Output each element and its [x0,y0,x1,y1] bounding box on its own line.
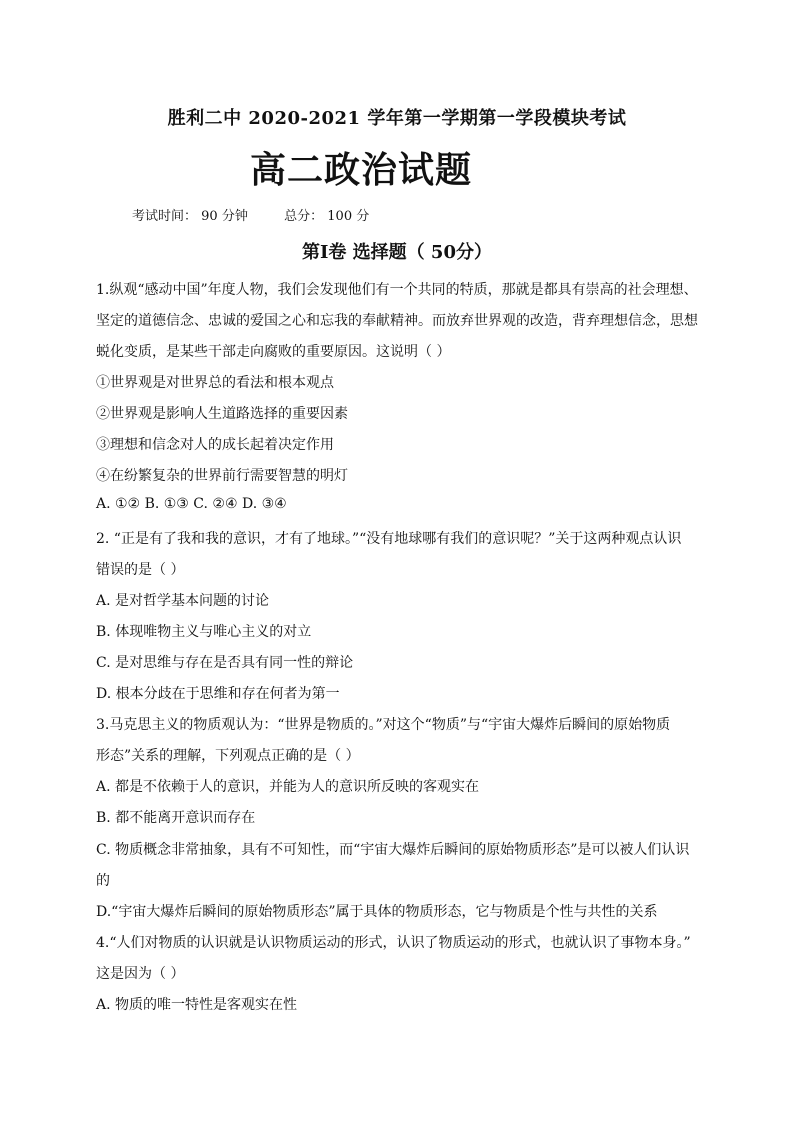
time-value: 90 分钟 [201,209,248,224]
text-line: 坚定的道德信念、忠诚的爱国之心和忘我的奉献精神。而放弃世界观的改造，背弃理想信念，思想 [96,313,698,329]
option-line: ③理想和信念对人的成长起着决定作用 [96,437,334,453]
option-line: D.“宇宙大爆炸后瞬间的原始物质形态”属于具体的物质形态，它与物质是个性与共性的关系 [96,904,658,920]
option-line: ②世界观是影响人生道路选择的重要因素 [96,406,348,422]
section-title: 第Ⅰ卷 选择题（ 50分） [301,242,492,263]
answer-choices: A. ①② B. ①③ C. ②④ D. ③④ [96,496,287,512]
exam-info [132,205,369,224]
exam-title: 胜利二中 2020-2021 学年第一学期第一学段模块考试 [167,108,627,129]
score-label: 总分： [284,209,324,224]
option-line: C. 物质概念非常抽象，具有不可知性，而“宇宙大爆炸后瞬间的原始物质形态”是可以被人们认识 [96,842,690,858]
text-line: 蜕化变质，是某些干部走向腐败的重要原因。这说明（ ） [96,344,451,360]
time-label: 考试时间： [132,209,198,224]
option-line: C. 是对思维与存在是否具有同一性的辩论 [96,655,354,671]
score-value: 100 分 [327,209,370,224]
subject-title: 高二政治试题 [250,150,473,191]
option-line: 的 [96,873,110,889]
option-line: ①世界观是对世界总的看法和根本观点 [96,375,334,391]
option-line: B. 都不能离开意识而存在 [96,810,256,826]
option-line: B. 体现唯物主义与唯心主义的对立 [96,624,312,640]
text-line: 4.“人们对物质的认识就是认识物质运动的形式，认识了物质运动的形式，也就认识了事物本身。” [96,935,691,951]
text-line: 3.马克思主义的物质观认为：“世界是物质的。”对这个“物质”与“宇宙大爆炸后瞬间的原始物质 [96,717,671,733]
text-line: 错误的是（ ） [96,562,185,578]
option-line: A. 都是不依赖于人的意识，并能为人的意识所反映的客观实在 [96,779,480,795]
option-line: A. 物质的唯一特性是客观实在性 [96,997,298,1013]
text-line: 2. “正是有了我和我的意识，才有了地球。”“没有地球哪有我们的意识呢？”关于这两种观点认识 [96,531,682,547]
text-line: 这是因为（ ） [96,966,185,982]
option-line: D. 根本分歧在于思维和存在何者为第一 [96,686,340,702]
text-line: 形态”关系的理解，下列观点正确的是（ ） [96,748,360,764]
option-line: ④在纷繁复杂的世界前行需要智慧的明灯 [96,468,348,484]
option-line: A. 是对哲学基本问题的讨论 [96,593,270,609]
text-line: 1.纵观“感动中国”年度人物，我们会发现他们有一个共同的特质，那就是都具有崇高的社会理想、 [96,282,698,298]
